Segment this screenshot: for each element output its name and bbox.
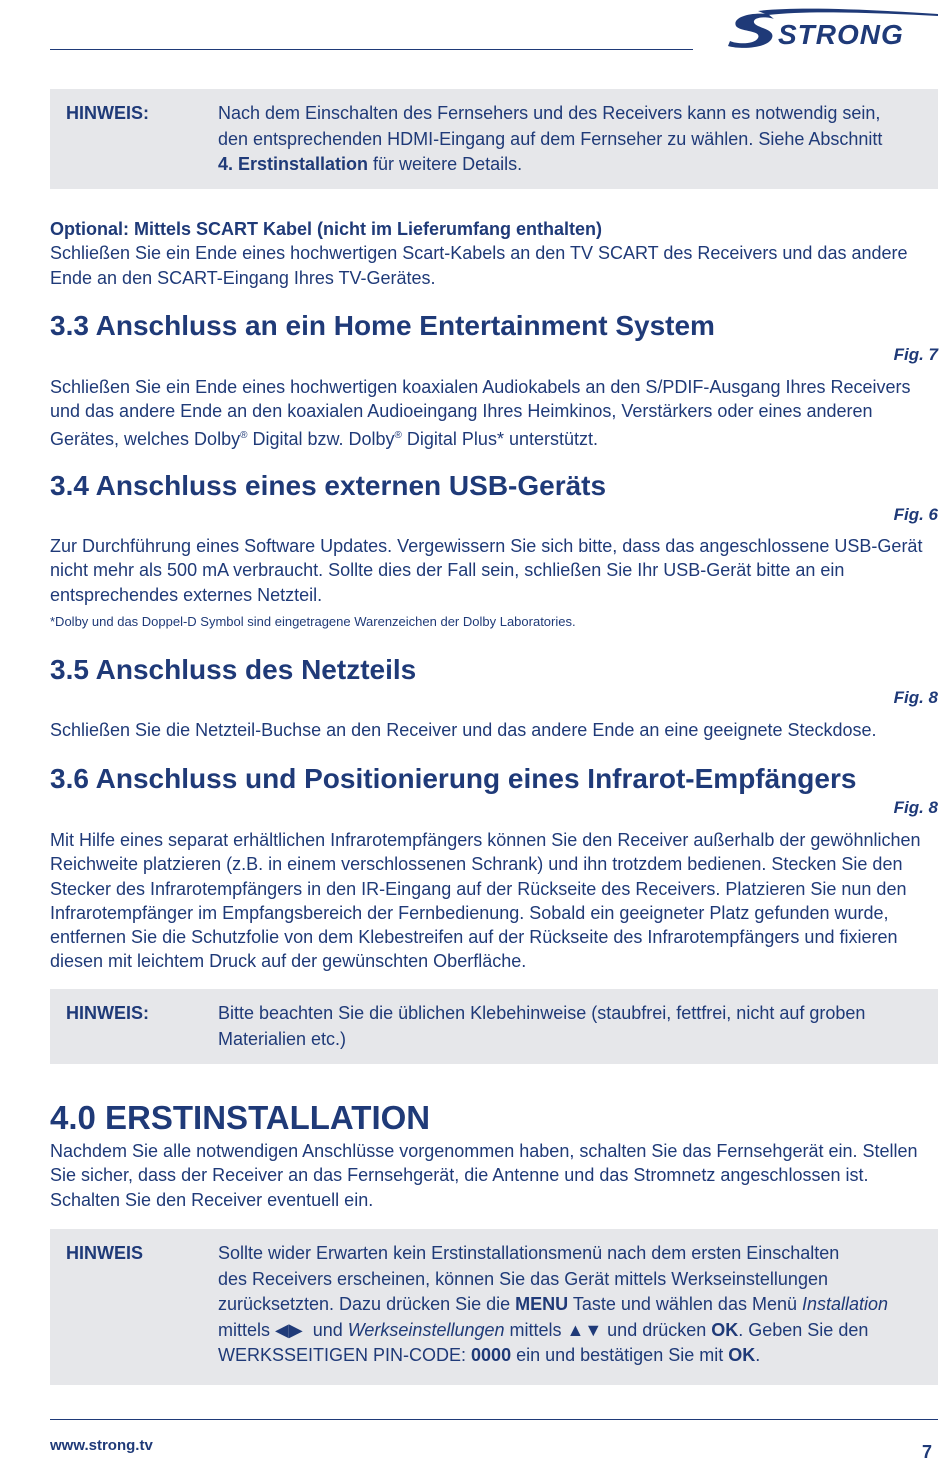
note-text: für weitere Details. bbox=[368, 154, 523, 175]
section-3-4-text: Zur Durchführung eines Software Updates. Vergewissern Sie sich bitte, dass das angeschlossene USB-Gerät nicht mehr als 500 mA verbraucht. Sollte dies der Fall sein, schließen Sie Ihr USB-Gerät bitte an ein entsprechendes externes Netzteil. bbox=[50, 536, 923, 605]
section-4-0-title: 4.0 ERSTINSTALLATION bbox=[50, 1099, 431, 1136]
ok-key-label: OK bbox=[728, 1345, 756, 1366]
left-right-arrows-icon: ◀▶ bbox=[275, 1319, 303, 1340]
registered-mark: ® bbox=[394, 429, 402, 441]
section-3-6-title: 3.6 Anschluss und Positionierung eines Infrarot-Empfängers bbox=[50, 763, 857, 794]
note-line: mittels ◀▶ und Werkseinstellungen mittels ▲▼ und drücken OK. Geben Sie den bbox=[218, 1319, 869, 1340]
menu-key-label: MENU bbox=[515, 1294, 569, 1315]
section-3-3-fig: Fig. 7 bbox=[893, 345, 938, 364]
section-3-5-text: Schließen Sie die Netzteil-Buchse an den Receiver und das andere Ende an eine geeignete Steckdose. bbox=[50, 720, 877, 740]
section-3-3-title: 3.3 Anschluss an ein Home Entertainment System bbox=[50, 310, 715, 341]
note-line: den entsprechenden HDMI-Eingang auf dem Fernseher zu wählen. Siehe Abschnitt bbox=[218, 128, 883, 149]
ok-key-label: OK bbox=[711, 1319, 739, 1340]
section-3-5-title: 3.5 Anschluss des Netzteils bbox=[50, 654, 417, 685]
registered-mark: ® bbox=[240, 429, 248, 441]
footer-url[interactable]: www.strong.tv bbox=[50, 1437, 153, 1454]
optional-scart-title: Optional: Mittels SCART Kabel (nicht im Lieferumfang enthalten) bbox=[50, 219, 603, 239]
dolby-footnote: *Dolby und das Doppel-D Symbol sind eingetragene Warenzeichen der Dolby Laboratories. bbox=[50, 614, 576, 629]
pin-code: 0000 bbox=[471, 1345, 512, 1366]
note-body bbox=[218, 101, 922, 178]
section-3-6-text: Mit Hilfe eines separat erhältlichen Infrarotempfängers können Sie den Receiver außerhalb der gewöhnlichen Reichweite platzieren (z.B. in einem verschlossenen Schrank) und ihn trotzdem bedienen. Stecken Sie den Stecker des Infrarotempfängers in den IR-Eingang auf der Rückseite des Receivers. Platzieren Sie nun den Infrarotempfänger im Empfangsbereich der Fernbedienung. Sobald ein geeigneter Platz gefunden wurde, entfernen Sie die Schutzfolie von dem Klebestreifen auf der Rückseite des Infrarotempfängers und fixieren diesen mit leichtem Druck auf der gewünschten Oberfläche. bbox=[50, 830, 921, 972]
note-body: Bitte beachten Sie die üblichen Klebehinweise (staubfrei, fettfrei, nicht auf groben Materialien etc.) bbox=[218, 1003, 866, 1049]
note-factory-reset bbox=[50, 1229, 938, 1385]
note-line: Sollte wider Erwarten kein Erstinstallationsmenü nach dem ersten Einschalten bbox=[218, 1243, 840, 1263]
header-rule bbox=[50, 49, 693, 50]
note-line: zurücksetzten. Dazu drücken Sie die MENU Taste und wählen das Menü Installation bbox=[218, 1294, 889, 1315]
footer-rule bbox=[50, 1419, 938, 1420]
page-number: 7 bbox=[922, 1442, 933, 1462]
note-body bbox=[218, 1241, 922, 1369]
note-adhesive bbox=[50, 989, 938, 1064]
menu-name-werkseinstellungen: Werkseinstellungen bbox=[347, 1319, 505, 1340]
note-line: WERKSSEITIGEN PIN-CODE: 0000 ein und bestätigen Sie mit OK. bbox=[218, 1345, 761, 1366]
optional-scart-text: Schließen Sie ein Ende eines hochwertigen Scart-Kabels an den TV SCART des Receivers und das andere Ende an den SCART-Eingang Ihres TV-Gerätes. bbox=[50, 243, 908, 288]
strong-logo bbox=[728, 8, 940, 50]
section-3-4-title: 3.4 Anschluss eines externen USB-Geräts bbox=[50, 470, 607, 501]
section-3-6-fig: Fig. 8 bbox=[893, 798, 938, 817]
section-4-0-text: Nachdem Sie alle notwendigen Anschlüsse vorgenommen haben, schalten Sie das Fernsehgerät ein. Stellen Sie sicher, dass der Receiver an das Fernsehgerät, die Antenne und das Stromnetz angeschlossen ist. Schalten Sie den Receiver eventuell ein. bbox=[50, 1141, 918, 1210]
note-label: HINWEIS: bbox=[66, 103, 149, 123]
note-line: des Receivers erscheinen, können Sie das Gerät mittels Werkseinstellungen bbox=[218, 1268, 828, 1289]
section-reference: 4. Erstinstallation bbox=[218, 154, 369, 175]
note-line bbox=[218, 152, 922, 178]
section-3-4-fig: Fig. 6 bbox=[893, 505, 938, 524]
section-3-3-text: Schließen Sie ein Ende eines hochwertigen koaxialen Audiokabels an den S/PDIF-Ausgang Ihres Receivers und das andere Ende an den koaxialen Audioeingang Ihres Heimkinos, Verstärkers oder eines anderen Gerätes, welches Dolby® Digital bzw. Dolby® Digital Plus* unterstützt. bbox=[50, 377, 911, 449]
section-3-5-fig: Fig. 8 bbox=[893, 688, 938, 707]
note-line: Nach dem Einschalten des Fernsehers und des Receivers kann es notwendig sein, bbox=[218, 103, 881, 123]
brand-text: STRONG bbox=[778, 19, 904, 50]
menu-name-installation: Installation bbox=[801, 1294, 889, 1315]
up-down-arrows-icon: ▲▼ bbox=[566, 1319, 603, 1340]
note-label: HINWEIS: bbox=[66, 1003, 149, 1023]
note-hdmi bbox=[50, 89, 938, 189]
optional-scart bbox=[50, 217, 940, 290]
note-label: HINWEIS bbox=[66, 1243, 144, 1263]
